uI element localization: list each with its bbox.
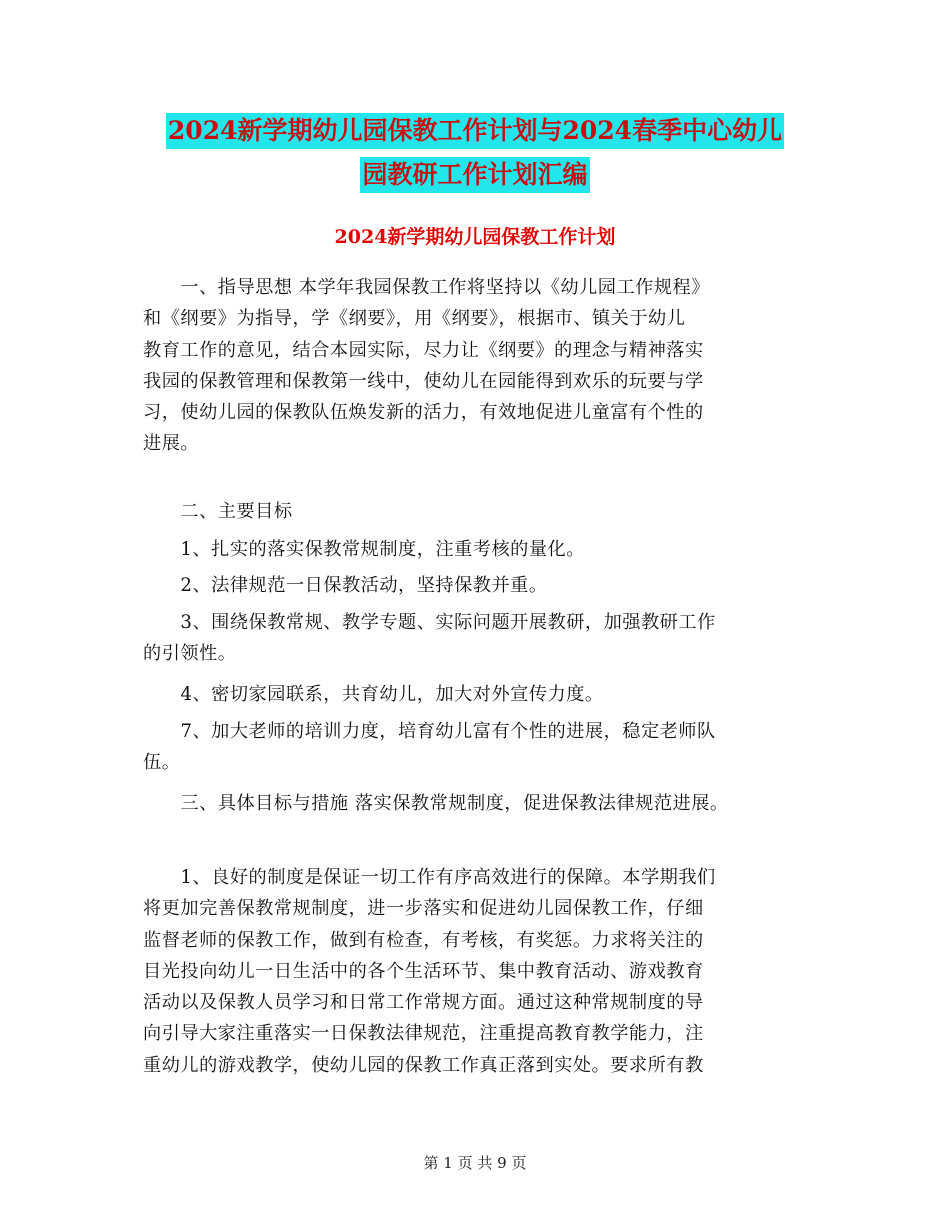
paragraph-guiding-thought	[143, 272, 813, 460]
document-title-line-1-wrap	[0, 113, 950, 149]
document-title-line-2-wrap	[0, 157, 950, 193]
heading-main-goals	[143, 496, 813, 527]
paragraph-line: 监督老师的保教工作，做到有检查，有考核，有奖惩。力求将关注的	[143, 929, 704, 951]
section-title: 2024新学期幼儿园保教工作计划	[334, 226, 616, 248]
goal-item-1	[143, 534, 813, 565]
paragraph-line: 2、法律规范一日保教活动，坚持保教并重。	[143, 575, 548, 596]
paragraph-line: 1、良好的制度是保证一切工作有序高效进行的保障。本学期我们	[143, 867, 716, 888]
paragraph-line: 伍。	[143, 752, 181, 774]
heading-specific-goals	[143, 788, 813, 819]
paragraph-line: 重幼儿的游戏教学，使幼儿园的保教工作真正落到实处。要求所有教	[143, 1054, 704, 1076]
paragraph-line: 三、具体目标与措施 落实保教常规制度，促进保教法律规范进展。	[143, 793, 729, 814]
paragraph-line: 3、围绕保教常规、教学专题、实际问题开展教研，加强教研工作	[143, 612, 716, 633]
goal-item-3	[143, 607, 813, 670]
document-title-line-2: 园教研工作计划汇编	[360, 157, 589, 193]
paragraph-line: 向引导大家注重落实一日保教法律规范，注重提高教育教学能力，注	[143, 1023, 704, 1045]
paragraph-measure-1	[143, 862, 813, 1081]
paragraph-line: 1、扎实的落实保教常规制度，注重考核的量化。	[143, 539, 585, 560]
paragraph-line: 我园的保教管理和保教第一线中，使幼儿在园能得到欢乐的玩要与学	[143, 370, 704, 392]
paragraph-line: 将更加完善保教常规制度，进一步落实和促进幼儿园保教工作，仔细	[143, 898, 704, 920]
paragraph-line: 和《纲要》为指导，学《纲要》，用《纲要》，根据市、镇关于幼儿	[143, 308, 686, 330]
paragraph-line: 教育工作的意见，结合本园实际，尽力让《纲要》的理念与精神落实	[143, 339, 704, 361]
goal-item-2	[143, 570, 813, 601]
paragraph-line: 二、主要目标	[143, 501, 293, 522]
goal-item-4	[143, 679, 813, 710]
goal-item-7	[143, 716, 813, 779]
paragraph-line: 的引领性。	[143, 643, 237, 665]
page-number-footer: 第 1 页 共 9 页	[423, 1154, 527, 1172]
paragraph-line: 4、密切家园联系，共育幼儿，加大对外宣传力度。	[143, 684, 604, 705]
paragraph-line: 习，使幼儿园的保教队伍焕发新的活力，有效地促进儿童富有个性的	[143, 402, 704, 424]
paragraph-line: 7、加大老师的培训力度，培育幼儿富有个性的进展，稳定老师队	[143, 721, 716, 742]
paragraph-line: 进展。	[143, 433, 200, 455]
paragraph-line: 一、指导思想 本学年我园保教工作将坚持以《幼儿园工作规程》	[143, 277, 710, 298]
paragraph-line: 活动以及保教人员学习和日常工作常规方面。通过这种常规制度的导	[143, 992, 704, 1014]
document-title-line-1: 2024新学期幼儿园保教工作计划与2024春季中心幼儿	[166, 113, 784, 149]
paragraph-line: 目光投向幼儿一日生活中的各个生活环节、集中教育活动、游戏教育	[143, 960, 704, 982]
